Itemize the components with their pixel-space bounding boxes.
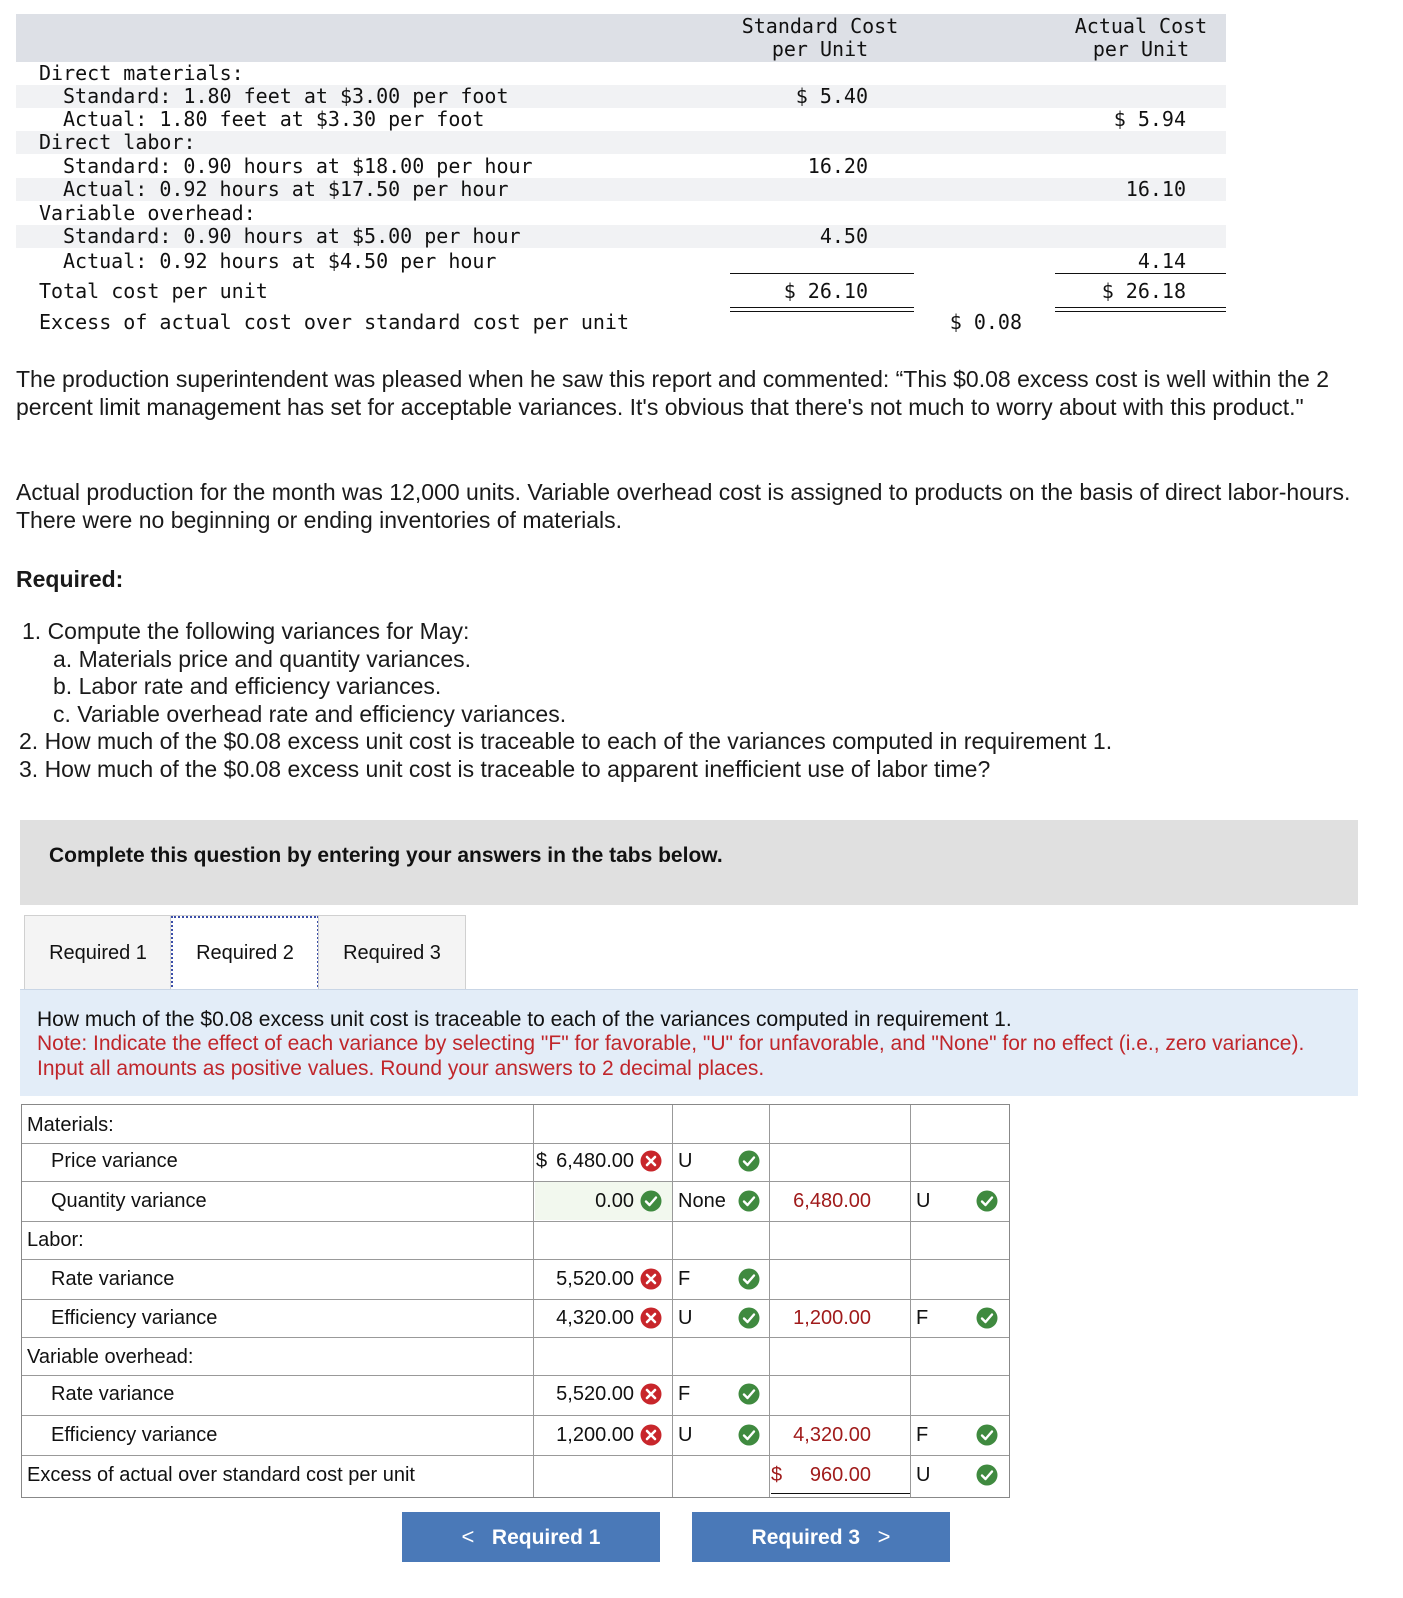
cost-row bbox=[16, 85, 1226, 108]
actual-header-line2: per Unit bbox=[1092, 37, 1190, 61]
variance-row-label: Efficiency variance bbox=[51, 1307, 218, 1329]
cost-row-label: Total cost per unit bbox=[39, 279, 268, 303]
tab-required-3-label: Required 3 bbox=[343, 942, 441, 964]
grid-hline bbox=[22, 1181, 1009, 1182]
standard-cost-value: $ 5.40 bbox=[795, 84, 868, 108]
check-icon bbox=[738, 1424, 760, 1446]
actual-cost-header bbox=[1056, 15, 1226, 61]
category-subtotal-amount[interactable]: 4,320.00 bbox=[793, 1424, 871, 1446]
tab-required-3[interactable] bbox=[318, 915, 466, 992]
next-required-3-button[interactable] bbox=[692, 1512, 950, 1562]
cost-row-label: Excess of actual cost over standard cost per unit bbox=[39, 310, 630, 334]
requirement-1c: c. Variable overhead rate and efficiency variances. bbox=[53, 700, 567, 727]
actual-cost-value: $ 5.94 bbox=[1113, 107, 1186, 131]
grid-vline bbox=[910, 1105, 911, 1497]
grid-vline bbox=[533, 1105, 534, 1497]
category-subtotal-effect[interactable]: U bbox=[916, 1190, 931, 1212]
grid-hline bbox=[22, 1143, 1009, 1144]
cost-row bbox=[16, 311, 1226, 334]
instruction-banner bbox=[20, 820, 1358, 905]
total-effect[interactable]: U bbox=[916, 1464, 931, 1486]
category-subtotal-effect[interactable]: F bbox=[916, 1307, 929, 1329]
tab-required-2[interactable] bbox=[170, 915, 320, 992]
check-icon bbox=[976, 1307, 998, 1329]
actual-header-line1: Actual Cost bbox=[1074, 14, 1208, 38]
requirement-1a: a. Materials price and quantity variances. bbox=[53, 645, 472, 672]
instruction-text: Complete this question by entering your answers in the tabs below. bbox=[49, 844, 723, 867]
actual-cost-value: $ 26.18 bbox=[1101, 279, 1186, 303]
variance-amount-input[interactable]: 5,520.00 bbox=[556, 1268, 634, 1290]
tab-required-1-label: Required 1 bbox=[49, 942, 147, 964]
cost-row bbox=[16, 202, 1226, 225]
cost-row bbox=[16, 131, 1226, 154]
cost-row-label: Actual: 0.92 hours at $17.50 per hour bbox=[63, 177, 509, 201]
error-x-icon bbox=[640, 1150, 662, 1172]
check-icon bbox=[738, 1268, 760, 1290]
error-x-icon bbox=[640, 1383, 662, 1405]
materials-category: Materials: bbox=[27, 1114, 114, 1136]
variance-amount-input[interactable]: 0.00 bbox=[595, 1190, 634, 1212]
variance-effect-select[interactable]: U bbox=[678, 1424, 693, 1446]
grid-hline bbox=[22, 1337, 1009, 1338]
cost-row-label: Direct materials: bbox=[39, 61, 244, 85]
variance-effect-select[interactable]: U bbox=[678, 1307, 693, 1329]
category-subtotal-amount[interactable]: 1,200.00 bbox=[793, 1307, 871, 1329]
cost-row bbox=[16, 178, 1226, 201]
grid-hline bbox=[22, 1455, 1009, 1456]
cost-row-label: Standard: 1.80 feet at $3.00 per foot bbox=[63, 84, 509, 108]
actual-cost-value: 4.14 bbox=[1137, 249, 1186, 273]
standard-header-line2: per Unit bbox=[771, 37, 869, 61]
variance-amount-input[interactable]: 5,520.00 bbox=[556, 1383, 634, 1405]
question-note: Note: Indicate the effect of each variance by selecting "F" for favorable, "U" for unfavorable, and "None" for no effect (i.e., zero variance). Input all amounts as positive values. Round your answers to 2 decimal places. bbox=[37, 1032, 1305, 1080]
grid-hline bbox=[22, 1415, 1009, 1416]
check-icon bbox=[738, 1150, 760, 1172]
requirements-list bbox=[19, 618, 1113, 783]
cost-row-label: Direct labor: bbox=[39, 130, 196, 154]
standard-cost-value: $ 26.10 bbox=[783, 279, 868, 303]
cost-table-header-bar bbox=[16, 14, 1226, 62]
variance-effect-select[interactable]: F bbox=[678, 1383, 691, 1405]
total-dollar-sign: $ bbox=[771, 1464, 783, 1486]
category-subtotal-amount[interactable]: 6,480.00 bbox=[793, 1190, 871, 1212]
standard-cost-value: 4.50 bbox=[819, 224, 868, 248]
requirement-1b: b. Labor rate and efficiency variances. bbox=[53, 673, 442, 699]
variance-row-label: Rate variance bbox=[51, 1383, 175, 1405]
excess-cost-value: $ 0.08 bbox=[949, 310, 1022, 334]
prev-required-1-button[interactable] bbox=[402, 1512, 660, 1562]
variance-effect-select[interactable]: None bbox=[678, 1190, 726, 1212]
variance-row-label: Rate variance bbox=[51, 1268, 175, 1290]
error-x-icon bbox=[640, 1268, 662, 1290]
category-subtotal-effect[interactable]: F bbox=[916, 1424, 929, 1446]
cost-row bbox=[16, 250, 1226, 273]
standard-header-line1: Standard Cost bbox=[741, 14, 899, 38]
grid-vline bbox=[769, 1105, 770, 1497]
check-icon bbox=[738, 1190, 760, 1212]
variance-row-label: Quantity variance bbox=[51, 1190, 207, 1212]
total-underline bbox=[771, 1493, 910, 1494]
standard-cost-value: 16.20 bbox=[807, 154, 868, 178]
tab-required-2-label: Required 2 bbox=[196, 942, 294, 964]
variance-answer-grid bbox=[21, 1104, 1010, 1498]
actual-subtotal-rule bbox=[1055, 273, 1226, 274]
chevron-left-icon: < bbox=[461, 1524, 475, 1549]
question-panel bbox=[20, 989, 1358, 1096]
grid-hline bbox=[22, 1259, 1009, 1260]
actual-cost-value: 16.10 bbox=[1125, 177, 1186, 201]
excess-total-label: Excess of actual over standard cost per unit bbox=[27, 1464, 415, 1486]
variance-effect-select[interactable]: U bbox=[678, 1150, 693, 1172]
next-button-label: Required 3 bbox=[751, 1526, 861, 1549]
cost-row-label: Standard: 0.90 hours at $5.00 per hour bbox=[63, 224, 521, 248]
cost-row bbox=[16, 62, 1226, 85]
requirement-2: 2. How much of the $0.08 excess unit cost is traceable to each of the variances computed in requirement 1. bbox=[19, 728, 1113, 754]
superintendent-comment-paragraph: The production superintendent was pleased when he saw this report and commented: “This $0.08 excess cost is well within the 2 percent limit management has set for acceptable variances. It's obvious that there's not much to worry about with this product." bbox=[16, 366, 1329, 420]
variance-amount-input[interactable]: 4,320.00 bbox=[556, 1307, 634, 1329]
grid-hline bbox=[22, 1299, 1009, 1300]
check-icon bbox=[976, 1190, 998, 1212]
variance-effect-select[interactable]: F bbox=[678, 1268, 691, 1290]
error-x-icon bbox=[640, 1307, 662, 1329]
grid-hline bbox=[22, 1375, 1009, 1376]
standard-subtotal-rule bbox=[730, 273, 914, 274]
variance-row-label: Efficiency variance bbox=[51, 1424, 218, 1446]
labor-category: Labor: bbox=[27, 1229, 84, 1251]
requirement-1: 1. Compute the following variances for May: bbox=[22, 618, 470, 644]
chevron-right-icon: > bbox=[877, 1524, 891, 1549]
question-text: How much of the $0.08 excess unit cost is traceable to each of the variances computed in requirement 1. bbox=[37, 1008, 1012, 1031]
cost-row-label: Actual: 1.80 feet at $3.30 per foot bbox=[63, 107, 485, 131]
grid-vline bbox=[672, 1105, 673, 1497]
requirement-3: 3. How much of the $0.08 excess unit cost is traceable to apparent inefficient use of labor time? bbox=[19, 755, 991, 782]
check-icon bbox=[738, 1307, 760, 1329]
check-icon bbox=[976, 1424, 998, 1446]
check-icon bbox=[640, 1190, 662, 1212]
tab-required-1[interactable] bbox=[24, 915, 172, 992]
dollar-sign: $ bbox=[536, 1150, 548, 1172]
variance-amount-input[interactable]: 1,200.00 bbox=[556, 1424, 634, 1446]
error-x-icon bbox=[640, 1424, 662, 1446]
grid-hline bbox=[22, 1221, 1009, 1222]
cost-row bbox=[16, 108, 1226, 131]
variable-overhead-category: Variable overhead: bbox=[27, 1346, 194, 1368]
standard-total-double-rule bbox=[730, 307, 914, 312]
standard-cost-header bbox=[730, 15, 910, 61]
cost-row bbox=[16, 225, 1226, 248]
cost-row-label: Standard: 0.90 hours at $18.00 per hour bbox=[63, 154, 533, 178]
production-facts-paragraph: Actual production for the month was 12,000 units. Variable overhead cost is assigned to products on the basis of direct labor-hours. There were no beginning or ending inventories of materials. bbox=[16, 479, 1351, 533]
cost-row bbox=[16, 155, 1226, 178]
required-heading: Required: bbox=[16, 566, 124, 592]
total-excess-amount[interactable]: 960.00 bbox=[809, 1464, 871, 1486]
cost-row bbox=[16, 280, 1226, 303]
prev-button-label: Required 1 bbox=[491, 1526, 601, 1549]
check-icon bbox=[738, 1383, 760, 1405]
actual-total-double-rule bbox=[1055, 307, 1226, 312]
tab-focus-ring bbox=[171, 916, 319, 991]
cost-row-label: Actual: 0.92 hours at $4.50 per hour bbox=[63, 249, 497, 273]
cost-row-label: Variable overhead: bbox=[39, 201, 256, 225]
variance-row-label: Price variance bbox=[51, 1150, 178, 1172]
total-check-icon bbox=[976, 1464, 998, 1486]
variance-amount-input[interactable]: 6,480.00 bbox=[556, 1150, 634, 1172]
